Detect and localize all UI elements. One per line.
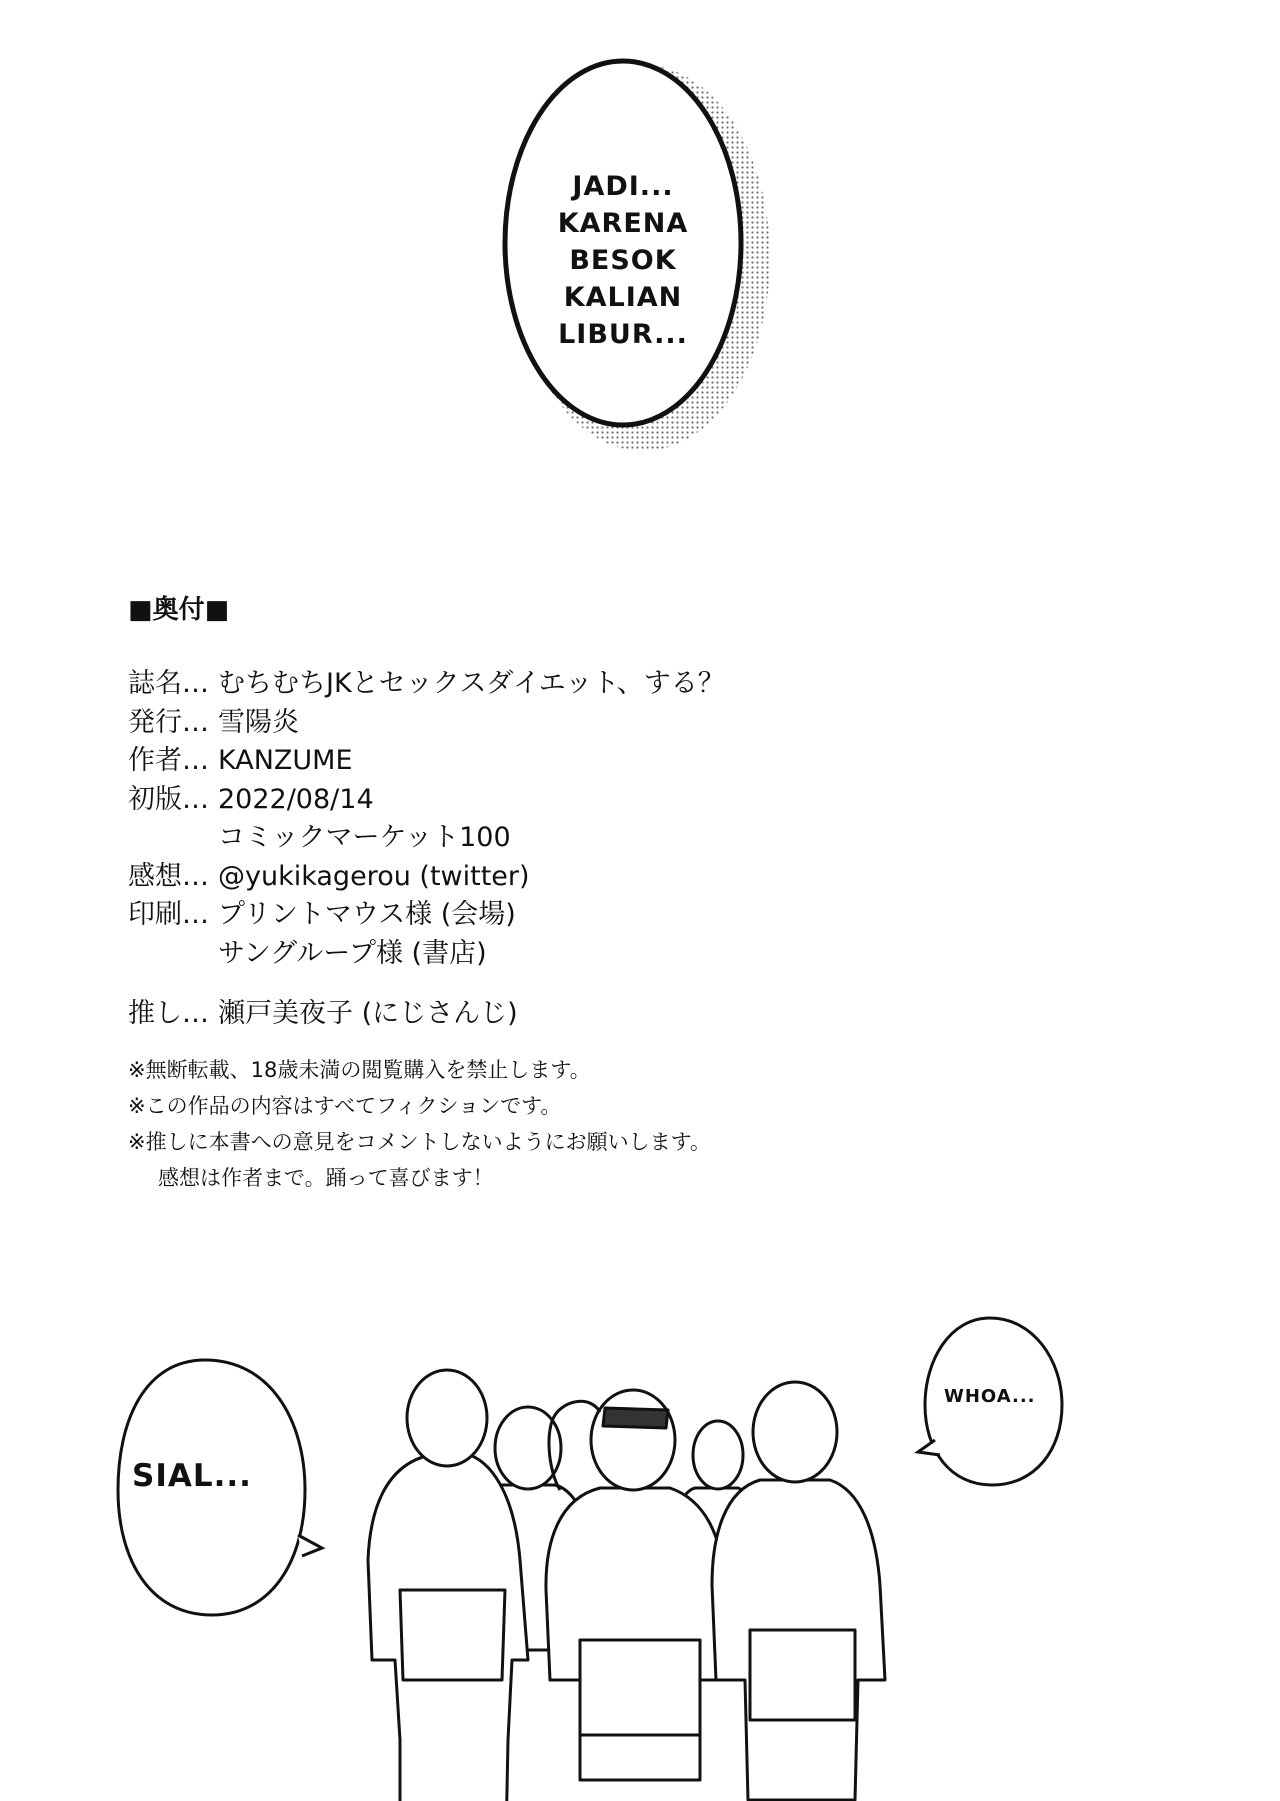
speech-text-left: SIAL... [132, 1458, 252, 1494]
speech-line: KARENA [557, 208, 689, 239]
speech-line: KALIAN [563, 282, 683, 313]
row-value: 雪陽炎 [218, 706, 299, 738]
colophon-row-printer [128, 896, 908, 935]
colophon-row-publisher [128, 704, 908, 743]
speech-line: LIBUR... [558, 319, 688, 350]
colophon-row-author [128, 742, 908, 781]
figures-group [368, 1370, 885, 1801]
note-line: 感想は作者まで。踊って喜びます！ [158, 1165, 494, 1190]
speech-text-top [548, 168, 698, 353]
row-label: 発行… [128, 706, 209, 738]
row-value: サングループ様 (書店) [218, 937, 487, 969]
colophon-notes [128, 1052, 908, 1196]
speech-line: BESOK [569, 245, 677, 276]
row-label: 初版… [128, 783, 209, 815]
row-value: @yukikagerou (twitter) [218, 860, 530, 892]
note-line: ※無断転載、18歳未満の閲覧購入を禁止します。 [128, 1057, 591, 1082]
row-label: 推し… [128, 998, 209, 1029]
note-line: ※推しに本書への意見をコメントしないようにお願いします。 [128, 1129, 711, 1154]
row-value: むちむちJKとセックスダイエット、する？ [218, 668, 725, 699]
colophon-row-printer-2 [128, 935, 908, 974]
colophon-row-first-edition [128, 781, 908, 820]
row-label: 感想… [128, 860, 209, 892]
row-label: 印刷… [128, 899, 209, 930]
speech-line: JADI... [572, 171, 674, 202]
row-value: プリントマウス様 (会場) [218, 899, 516, 930]
colophon-row-event [128, 819, 908, 858]
row-value: コミックマーケット100 [218, 822, 511, 853]
row-value: 瀬戸美夜子 (にじさんじ) [218, 998, 518, 1029]
row-value: KANZUME [218, 745, 353, 776]
colophon [128, 593, 908, 1196]
colophon-row-feedback [128, 858, 908, 897]
row-value: 2022/08/14 [218, 783, 374, 815]
colophon-row-oshi [128, 995, 908, 1034]
colophon-heading: ■奥付■ [128, 595, 230, 625]
colophon-row-title [128, 665, 908, 704]
speech-text-right: WHOA... [944, 1386, 1036, 1407]
row-label: 誌名… [128, 668, 209, 699]
row-label: 作者… [128, 745, 209, 776]
spacer [128, 973, 908, 995]
note-line: ※この作品の内容はすべてフィクションです。 [128, 1093, 562, 1118]
